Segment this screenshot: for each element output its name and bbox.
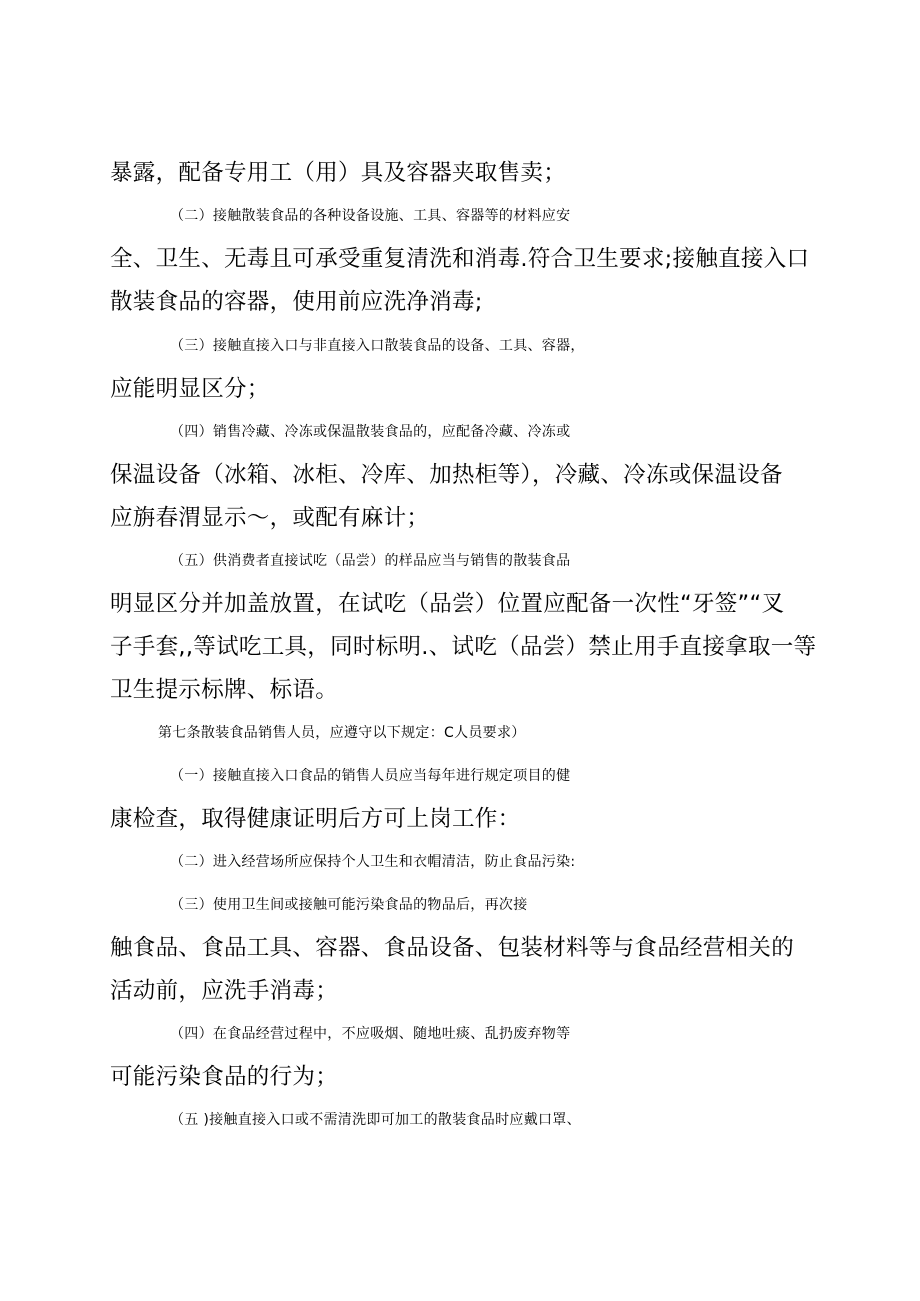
text-line: 保温设备（冰箱、冰柜、冷库、加热柜等），冷藏、冷冻或保温设备 xyxy=(110,462,783,488)
text-line: 子手套,,等试吃工具，同时标明.、试吃（品尝）禁止用手直接拿取一等 xyxy=(110,634,817,660)
text-line: 应能明显区分； xyxy=(110,376,270,402)
text-line: （三）接触直接入口与非直接入口散装食品的设备、工具、容器， xyxy=(170,338,585,354)
text-line: 可能污染食品的行为； xyxy=(110,1064,339,1090)
text-line: 康检查，取得健康证明后方可上岗工作： xyxy=(110,806,521,832)
text-line: （五 )接触直接入口或不需清洗即可加工的散装食品时应戴口罩、 xyxy=(170,1112,581,1128)
text-line: （三）使用卫生间或接触可能污染食品的物品后，再次接 xyxy=(170,897,528,913)
text-line: 暴露，配备专用工（用）具及容器夹取售卖； xyxy=(110,160,567,186)
text-line: （二）进入经营场所应保持个人卫生和衣帽清洁，防止食品污染: xyxy=(170,854,576,870)
text-line: 应旃春渭显示〜，或配有麻计； xyxy=(110,505,430,531)
text-line: （四）销售冷藏、冷冻或保温散装食品的，应配备冷藏、冷冻或 xyxy=(170,424,571,440)
text-line: 散装食品的容器，使用前应洗净消毒; xyxy=(110,289,483,315)
text-line: 活动前，应洗手消毒； xyxy=(110,978,339,1004)
text-line: （一）接触直接入口食品的销售人员应当每年进行规定项目的健 xyxy=(170,768,571,784)
text-line: 明显区分并加盖放置，在试吃（品尝）位置应配备一次性“牙签”“叉 xyxy=(110,591,785,617)
text-line: 触食品、食品工具、容器、食品设备、包装材料等与食品经营相关的 xyxy=(110,935,795,961)
text-line: （二）接触散装食品的各种设备设施、工具、容器等的材料应安 xyxy=(170,208,571,224)
text-line: 卫生提示标牌、标语。 xyxy=(110,677,339,703)
text-line: 全、卫生、无毒且可承受重复清洗和消毒.符合卫生要求;接触直接入口 xyxy=(110,246,810,272)
text-line: （五）供消费者直接试吃（品尝）的样品应当与销售的散装食品 xyxy=(170,553,571,569)
text-line: 第七条散装食品销售人员，应遵守以下规定：C人员要求） xyxy=(158,725,526,741)
text-line: （四）在食品经营过程中，不应吸烟、随地吐痰、乱扔废弃物等 xyxy=(170,1026,571,1042)
